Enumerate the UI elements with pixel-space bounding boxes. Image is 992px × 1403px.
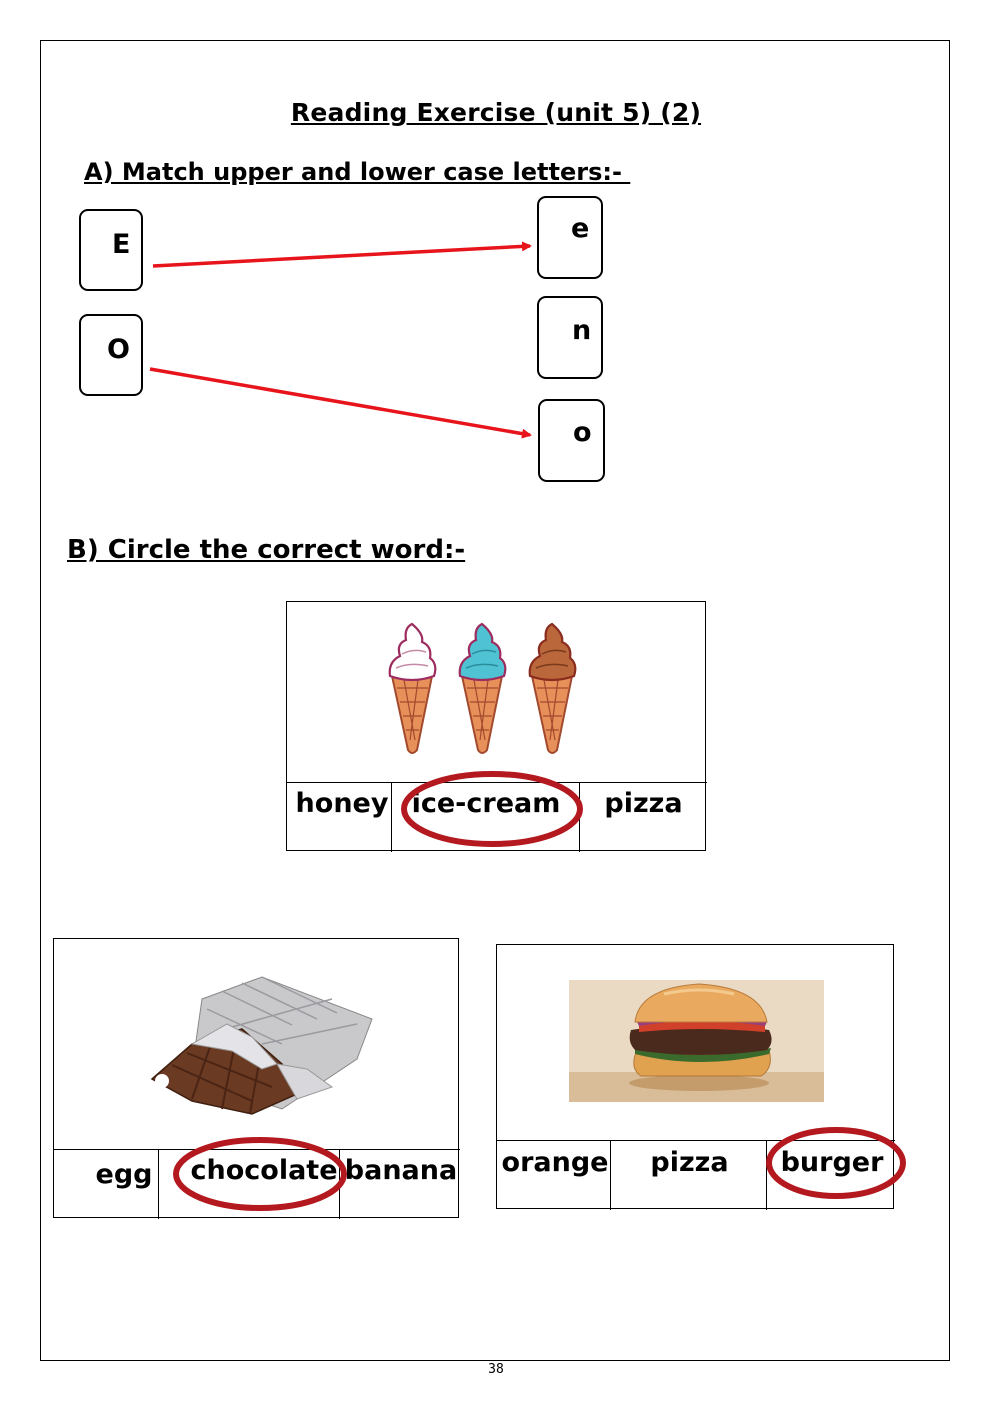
- section-a-heading: A) Match upper and lower case letters:-: [84, 158, 631, 186]
- lower-letter-e: e: [571, 213, 590, 244]
- section-b-heading: B) Circle the correct word:-: [67, 535, 466, 565]
- word-option-ice-cream[interactable]: ice-cream: [411, 788, 561, 819]
- word-option-pizza[interactable]: pizza: [650, 1147, 729, 1178]
- lower-letter-n: n: [572, 315, 592, 346]
- lower-letter-o: o: [573, 417, 592, 448]
- burger-photo: [569, 980, 824, 1102]
- upper-letter-o: O: [107, 334, 130, 365]
- lower-letter-box-n[interactable]: [537, 296, 603, 379]
- worksheet-title: Reading Exercise (unit 5) (2): [290, 98, 702, 127]
- lower-letter-box-e[interactable]: [537, 196, 603, 279]
- lower-letter-box-o[interactable]: [538, 399, 605, 482]
- divider: [497, 1140, 895, 1141]
- question-card-chocolate: [53, 938, 459, 1218]
- upper-letter-box-o[interactable]: [79, 314, 143, 396]
- word-option-burger[interactable]: burger: [780, 1147, 884, 1178]
- word-option-banana[interactable]: banana: [344, 1155, 458, 1186]
- word-option-honey[interactable]: honey: [295, 788, 389, 819]
- question-card-ice-cream: [286, 601, 706, 851]
- upper-letter-e: E: [112, 229, 131, 260]
- question-card-burger: [496, 944, 894, 1209]
- word-option-orange[interactable]: orange: [501, 1147, 609, 1178]
- word-option-chocolate[interactable]: chocolate: [190, 1155, 338, 1186]
- ice-cream-icon: [380, 618, 610, 768]
- upper-letter-box-e[interactable]: [79, 209, 143, 291]
- page-number: 38: [488, 1362, 504, 1377]
- divider: [54, 1149, 460, 1150]
- chocolate-bar-icon: [132, 969, 382, 1119]
- word-option-pizza[interactable]: pizza: [604, 788, 683, 819]
- divider: [287, 782, 707, 783]
- word-option-egg[interactable]: egg: [95, 1159, 153, 1190]
